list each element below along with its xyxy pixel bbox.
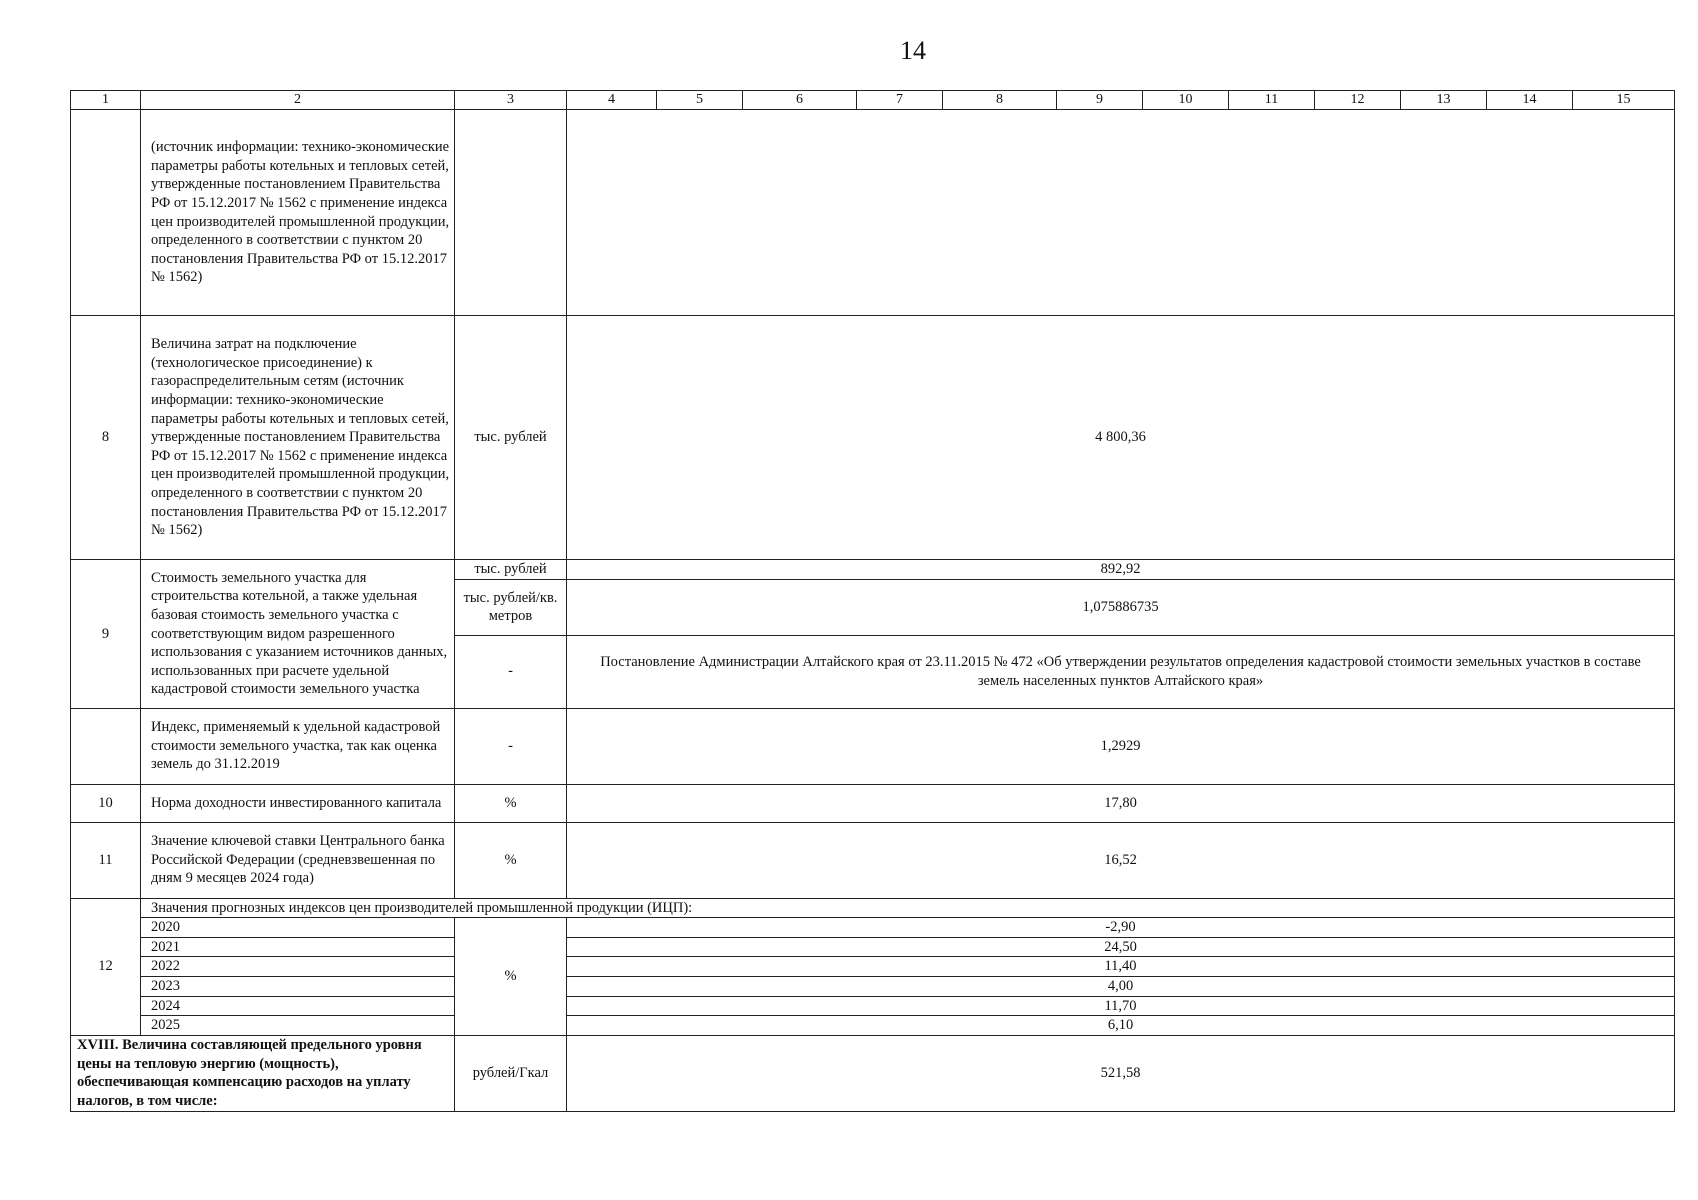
unit-cell: тыс. рублей xyxy=(455,560,567,580)
unit-cell: рублей/Гкал xyxy=(455,1035,567,1111)
page-number: 14 xyxy=(900,36,926,65)
column-header: 10 xyxy=(1143,91,1229,110)
value-cell: 16,52 xyxy=(567,822,1675,898)
table-row xyxy=(71,957,1675,977)
row-description: Индекс, применяемый к удельной кадастровой стоимости земельного участка, так как оценка земель до 31.12.2019 xyxy=(141,708,455,784)
row-description: Норма доходности инвестированного капитала xyxy=(141,784,455,822)
row-number: 11 xyxy=(71,822,141,898)
column-header: 15 xyxy=(1573,91,1675,110)
value-cell: 892,92 xyxy=(567,560,1675,580)
table-row xyxy=(71,898,1675,918)
year-cell: 2025 xyxy=(141,1016,455,1036)
column-header: 12 xyxy=(1315,91,1401,110)
column-header: 11 xyxy=(1229,91,1315,110)
value-cell: 24,50 xyxy=(567,937,1675,957)
table-row xyxy=(71,1016,1675,1036)
column-header: 3 xyxy=(455,91,567,110)
tariff-table xyxy=(70,90,1675,1112)
row-description: Значения прогнозных индексов цен производителей промышленной продукции (ИЦП): xyxy=(141,898,1675,918)
table-row xyxy=(71,560,1675,580)
value-cell: 11,40 xyxy=(567,957,1675,977)
table-row xyxy=(71,784,1675,822)
unit-cell xyxy=(455,110,567,316)
table-row xyxy=(71,110,1675,316)
row-number: 12 xyxy=(71,898,141,1035)
row-number: 8 xyxy=(71,316,141,560)
row-number: 10 xyxy=(71,784,141,822)
year-cell: 2022 xyxy=(141,957,455,977)
column-header: 2 xyxy=(141,91,455,110)
table-row xyxy=(71,822,1675,898)
column-header: 9 xyxy=(1057,91,1143,110)
value-cell: 6,10 xyxy=(567,1016,1675,1036)
table-row xyxy=(71,1035,1675,1111)
section-title: XVIII. Величина составляющей предельного уровня цены на тепловую энергию (мощность), обеспечивающая компенсацию расходов на уплату налогов, в том числе: xyxy=(71,1035,455,1111)
unit-cell: % xyxy=(455,822,567,898)
column-number-row xyxy=(71,91,1675,110)
value-cell: 1,2929 xyxy=(567,708,1675,784)
table-row xyxy=(71,708,1675,784)
value-cell: 4 800,36 xyxy=(567,316,1675,560)
column-header: 6 xyxy=(743,91,857,110)
year-cell: 2021 xyxy=(141,937,455,957)
table-row xyxy=(71,316,1675,560)
value-cell xyxy=(567,110,1675,316)
unit-cell: - xyxy=(455,708,567,784)
row-description: Стоимость земельного участка для строительства котельной, а также удельная базовая стоимость земельного участка с соответствующим видом разрешенного использования с указанием источников данных, использованных при расчете удельной кадастровой стоимости земельного участка xyxy=(141,560,455,709)
value-cell: -2,90 xyxy=(567,918,1675,938)
value-cell: 1,075886735 xyxy=(567,579,1675,635)
row-number-cell xyxy=(71,110,141,316)
row-description: Значение ключевой ставки Центрального банка Российской Федерации (средневзвешенная по дням 9 месяцев 2024 года) xyxy=(141,822,455,898)
column-header: 8 xyxy=(943,91,1057,110)
value-cell: 4,00 xyxy=(567,976,1675,996)
table-row xyxy=(71,918,1675,938)
value-cell: 11,70 xyxy=(567,996,1675,1016)
year-cell: 2024 xyxy=(141,996,455,1016)
unit-cell: тыс. рублей xyxy=(455,316,567,560)
year-cell: 2023 xyxy=(141,976,455,996)
table-row xyxy=(71,937,1675,957)
unit-cell: тыс. рублей/кв. метров xyxy=(455,579,567,635)
value-cell: 17,80 xyxy=(567,784,1675,822)
unit-cell: - xyxy=(455,635,567,708)
column-header: 5 xyxy=(657,91,743,110)
row-number: 9 xyxy=(71,560,141,709)
column-header: 4 xyxy=(567,91,657,110)
column-header: 13 xyxy=(1401,91,1487,110)
column-header: 7 xyxy=(857,91,943,110)
table-row xyxy=(71,996,1675,1016)
column-header: 1 xyxy=(71,91,141,110)
value-cell: Постановление Администрации Алтайского края от 23.11.2015 № 472 «Об утверждении результатов определения кадастровой стоимости земельных участков в составе земель населенных пунктов Алтайского края» xyxy=(567,635,1675,708)
table-row xyxy=(71,976,1675,996)
row-description: (источник информации: технико-экономические параметры работы котельных и тепловых сетей, утвержденные постановлением Правительства РФ от 15.12.2017 № 1562 с применение индекса цен производителей промышленной продукции, определенного в соответствии с пунктом 20 постановления Правительства РФ от 15.12.2017 № 1562) xyxy=(141,110,455,316)
row-description: Величина затрат на подключение (технологическое присоединение) к газораспределительным сетям (источник информации: технико-экономические параметры работы котельных и тепловых сетей, утвержденные постановлением Правительства РФ от 15.12.2017 № 1562 с применение индекса цен производителей промышленной продукции, определенного в соответствии с пунктом 20 постановления Правительства РФ от 15.12.2017 № 1562) xyxy=(141,316,455,560)
unit-cell: % xyxy=(455,784,567,822)
row-number-cell xyxy=(71,708,141,784)
year-cell: 2020 xyxy=(141,918,455,938)
value-cell: 521,58 xyxy=(567,1035,1675,1111)
column-header: 14 xyxy=(1487,91,1573,110)
unit-cell: % xyxy=(455,918,567,1036)
